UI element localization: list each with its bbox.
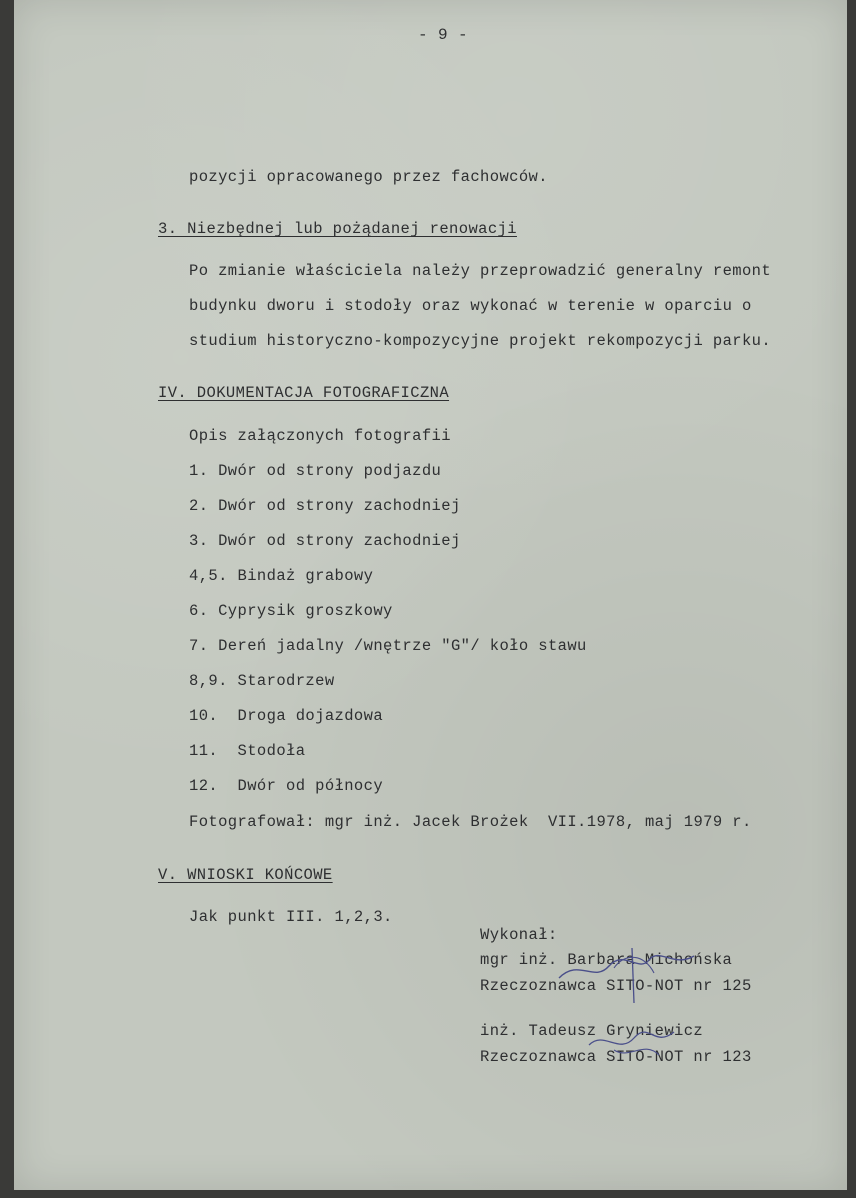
photo-item: 7. Dereń jadalny /wnętrze "G"/ koło stawu bbox=[189, 637, 587, 655]
section-4-heading: IV. DOKUMENTACJA FOTOGRAFICZNA bbox=[158, 384, 450, 402]
document-page bbox=[14, 0, 847, 1190]
section-5-text: Jak punkt III. 1,2,3. bbox=[189, 908, 393, 926]
section-3-line-2: budynku dworu i stodoły oraz wykonać w terenie w oparciu o bbox=[189, 297, 752, 315]
photo-list-intro: Opis załączonych fotografii bbox=[189, 427, 451, 445]
section-3-heading: 3. Niezbędnej lub pożądanej renowacji bbox=[158, 220, 517, 238]
photo-item: 1. Dwór od strony podjazdu bbox=[189, 462, 442, 480]
signatory-1-name: mgr inż. Barbara Michońska bbox=[480, 951, 733, 969]
section-5-heading: V. WNIOSKI KOŃCOWE bbox=[158, 866, 333, 884]
photo-item: 8,9. Starodrzew bbox=[189, 672, 335, 690]
photo-item: 10. Droga dojazdowa bbox=[189, 707, 384, 725]
photo-item: 11. Stodoła bbox=[189, 742, 306, 760]
photo-item: 3. Dwór od strony zachodniej bbox=[189, 532, 461, 550]
section-3-line-3: studium historyczno-kompozycyjne projekt rekompozycji parku. bbox=[189, 332, 772, 350]
signatory-2-title: Rzeczoznawca SITO-NOT nr 123 bbox=[480, 1048, 752, 1066]
photo-item: 12. Dwór od północy bbox=[189, 777, 384, 795]
signatory-2-name: inż. Tadeusz Gryniewicz bbox=[480, 1022, 704, 1040]
paragraph-continuation: pozycji opracowanego przez fachowców. bbox=[189, 168, 548, 186]
prepared-by-label: Wykonał: bbox=[480, 926, 558, 944]
photo-item: 4,5. Bindaż grabowy bbox=[189, 567, 374, 585]
photo-item: 6. Cyprysik groszkowy bbox=[189, 602, 393, 620]
handwritten-signature-1 bbox=[554, 938, 704, 1008]
photographer-credit: Fotografował: mgr inż. Jacek Brożek VII.1978, maj 1979 r. bbox=[189, 813, 752, 831]
photo-item: 2. Dwór od strony zachodniej bbox=[189, 497, 461, 515]
section-3-line-1: Po zmianie właściciela należy przeprowadzić generalny remont bbox=[189, 262, 772, 280]
page-number: - 9 - bbox=[418, 26, 469, 44]
signatory-1-title: Rzeczoznawca SITO-NOT nr 125 bbox=[480, 977, 752, 995]
